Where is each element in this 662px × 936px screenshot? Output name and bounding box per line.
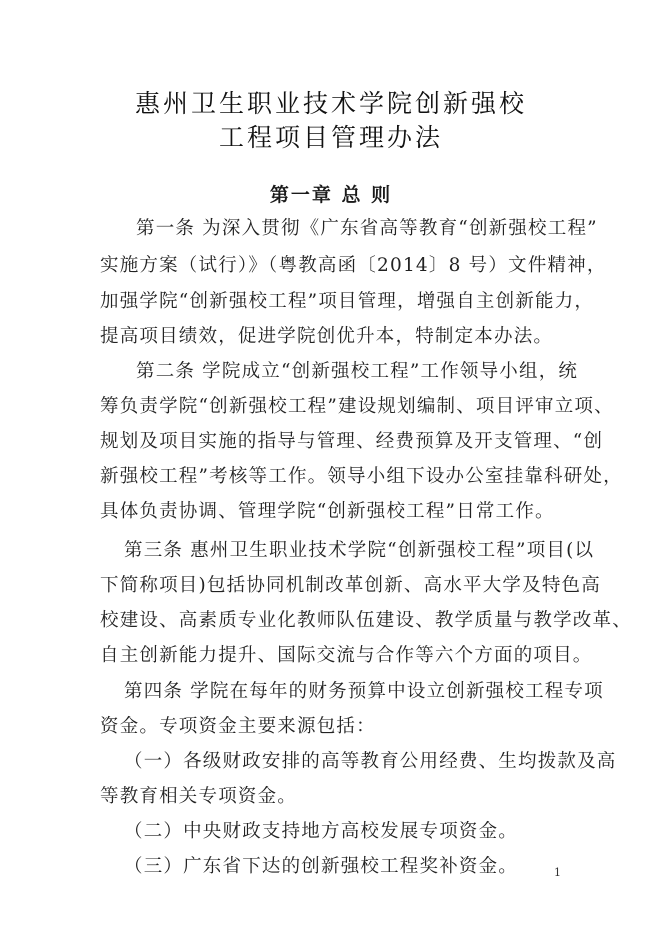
chapter-heading: 第一章 总 则 <box>269 184 393 206</box>
article-2-line: 规划及项目实施的指导与管理、经费预算及开支管理、“创 <box>100 431 604 452</box>
article-3-line: 校建设、高素质专业化教师队伍建设、教学质量与教学改革、 <box>100 610 632 631</box>
article-4-line: 资金。专项资金主要来源包括： <box>100 716 376 737</box>
article-4-line: 第四条 学院在每年的财务预算中设立创新强校工程专项 <box>124 681 604 702</box>
article-1-line: 加强学院“创新强校工程”项目管理，增强自主创新能力， <box>100 291 595 312</box>
funding-source-item-1: （一）各级财政安排的高等教育公用经费、生均拨款及高 <box>124 751 617 772</box>
document-title-line2: 工程项目管理办法 <box>218 123 443 152</box>
article-1-line: 第一条 为深入贯彻《广东省高等教育“创新强校工程” <box>136 218 598 239</box>
document-title-line1: 惠州卫生职业技术学院创新强校 <box>134 89 527 118</box>
article-2-line: 第二条 学院成立“创新强校工程”工作领导小组，统 <box>136 361 579 382</box>
funding-source-item-2: （二）中央财政支持地方高校发展专项资金。 <box>124 821 519 842</box>
article-3-line: 自主创新能力提升、国际交流与合作等六个方面的项目。 <box>100 645 593 666</box>
article-2-line: 新强校工程”考核等工作。领导小组下设办公室挂靠科研处， <box>100 466 623 487</box>
article-2-line: 具体负责协调、管理学院“创新强校工程”日常工作。 <box>100 501 555 522</box>
funding-source-item-3: （三）广东省下达的创新强校工程奖补资金。 <box>124 856 519 877</box>
article-3-line: 第三条 惠州卫生职业技术学院“创新强校工程”项目(以 <box>124 540 595 561</box>
funding-source-item-1-cont: 等教育相关专项资金。 <box>100 786 298 807</box>
article-2-line: 筹负责学院“创新强校工程”建设规划编制、项目评审立项、 <box>100 396 614 417</box>
article-1-line: 实施方案（试行）》（粤教高函〔2014〕8 号）文件精神， <box>100 255 607 276</box>
article-1-line: 提高项目绩效，促进学院创优升本，特制定本办法。 <box>100 326 554 347</box>
page-number: 1 <box>554 866 561 879</box>
article-3-line: 下简称项目)包括协同机制改革创新、高水平大学及特色高 <box>100 575 601 596</box>
